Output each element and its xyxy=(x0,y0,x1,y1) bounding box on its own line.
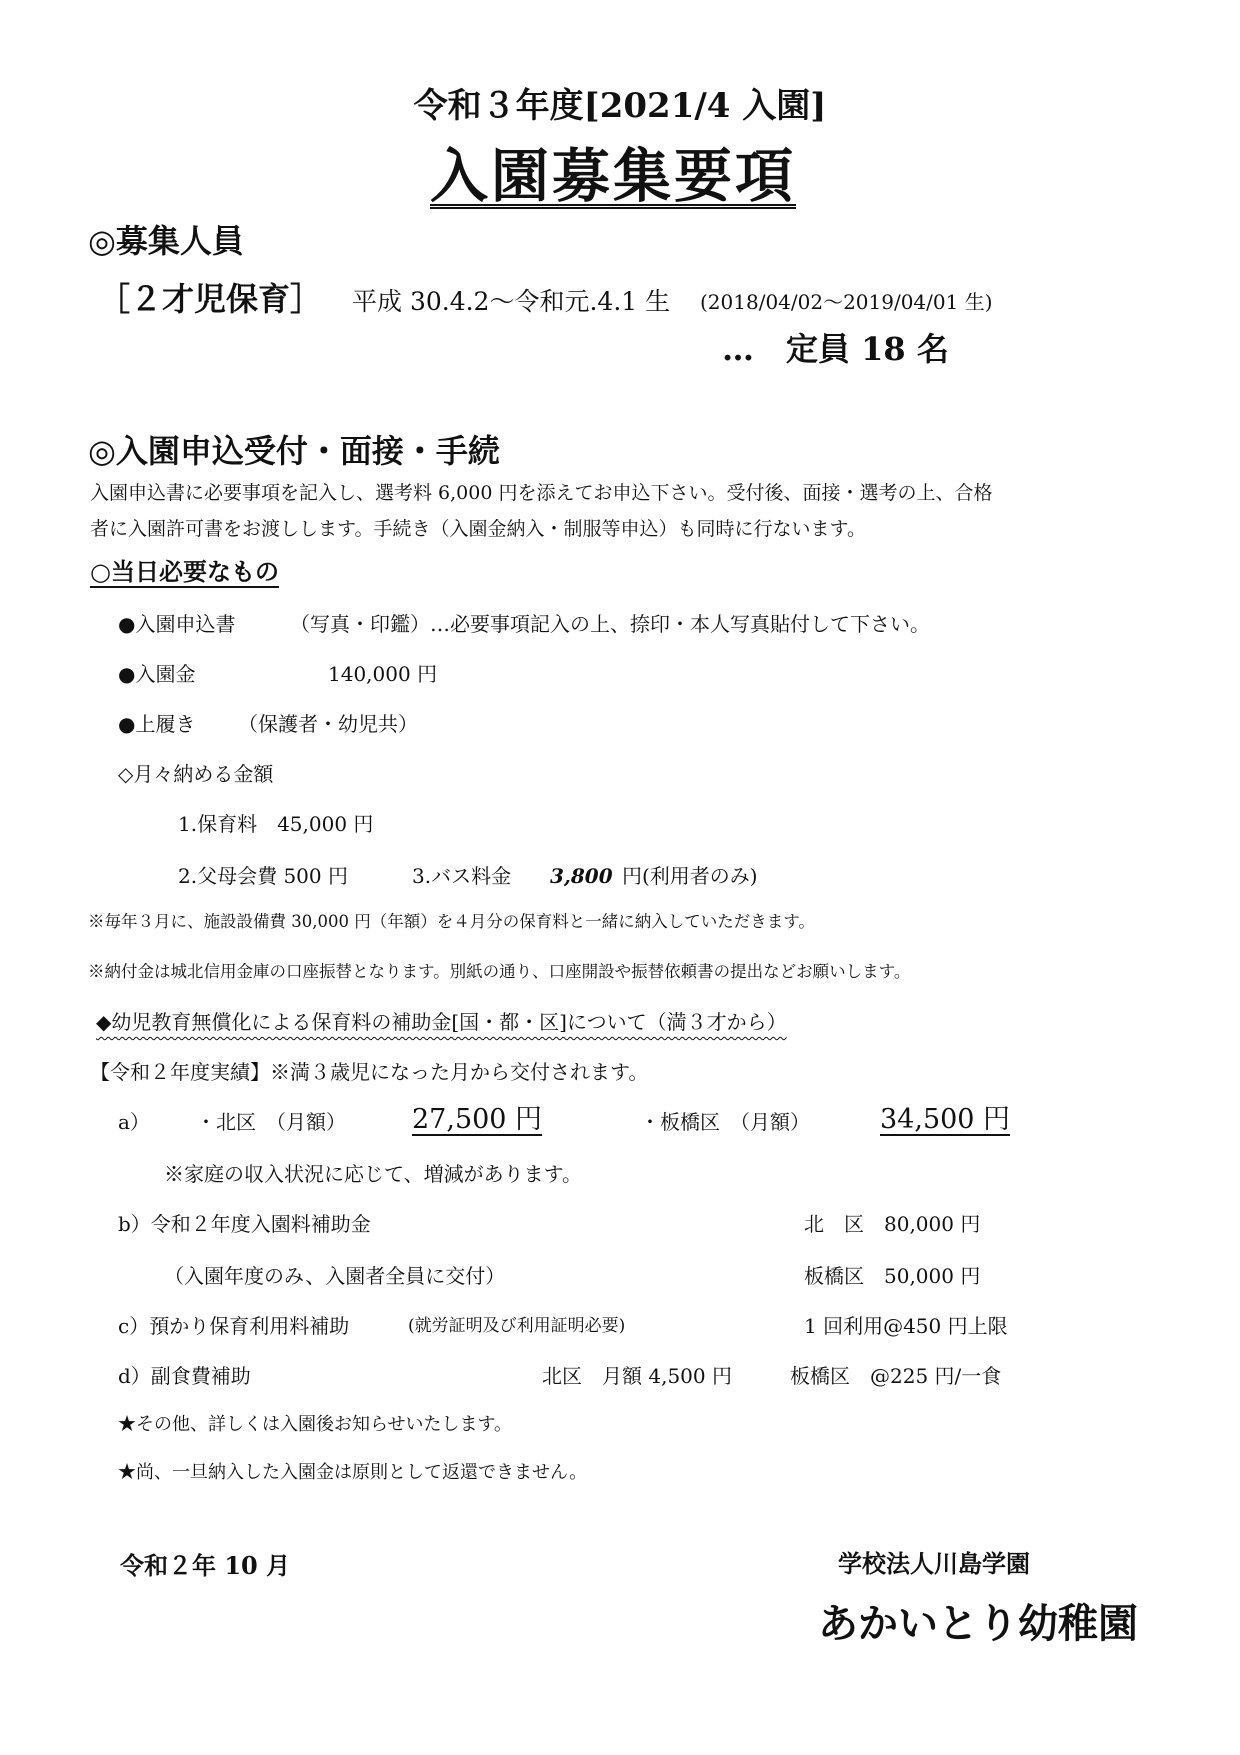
school-corporation: 学校法人川島学園 xyxy=(838,1549,1030,1578)
facility-fee-note: ※毎年３月に、施設設備費 30,000 円（年額）を４月分の保育料と一緒に納入していただきます。 xyxy=(88,912,815,931)
monthly-fee-bus-label: 3.バス料金 xyxy=(412,864,512,888)
document-subtitle: 令和３年度[2021/4 入園] xyxy=(413,86,827,126)
monthly-fee-bus-value: 3,800 xyxy=(550,864,613,888)
class-label: ［２才児保育］ xyxy=(98,280,323,318)
required-items-heading: ○当日必要なもの xyxy=(90,558,279,586)
application-text-line1: 入園申込書に必要事項を記入し、選考料 6,000 円を添えてお申込下さい。受付後、面接・選考の上、合格 xyxy=(90,482,993,504)
subsidy-d-itabashi: 板橋区 @225 円/一食 xyxy=(790,1364,1002,1388)
issue-date: 令和２年 10 月 xyxy=(120,1551,291,1580)
subsidy-b-itabashi: 板橋区 50,000 円 xyxy=(804,1264,981,1288)
required-item-entrance-fee-value: 140,000 円 xyxy=(328,662,438,686)
subsidy-heading: ◆幼児教育無償化による保育料の補助金[国・都・区]について（満３才から） xyxy=(96,1010,787,1034)
recruitment-heading: ◎募集人員 xyxy=(88,222,244,260)
monthly-fee-bus-suffix: 円(利用者のみ) xyxy=(622,864,758,888)
subsidy-c-value: 1 回利用@450 円上限 xyxy=(804,1314,1008,1338)
subsidy-a-kita-value: 27,500 円 xyxy=(412,1104,543,1135)
subsidy-b-kita: 北 区 80,000 円 xyxy=(804,1212,981,1236)
required-item-application-form: ●入園申込書 xyxy=(118,612,236,636)
note-no-refund: ★尚、一旦納入した入園金は原則として返還できません。 xyxy=(118,1462,588,1483)
subsidy-a-note: ※家庭の収入状況に応じて、増減があります。 xyxy=(164,1162,582,1186)
required-item-indoor-shoes: ●上履き xyxy=(118,712,196,736)
monthly-heading: ◇月々納める金額 xyxy=(118,762,274,786)
subsidy-a-label: a） xyxy=(118,1110,150,1134)
monthly-fee-childcare: 1.保育料 45,000 円 xyxy=(178,812,374,836)
subsidy-a-kita: ・北区 （月額） xyxy=(196,1110,346,1134)
subsidy-d-kita: 北区 月額 4,500 円 xyxy=(542,1364,732,1388)
application-text-line2: 者に入園許可書をお渡しします。手続き（入園金納入・制服等申込）も同時に行ないます。 xyxy=(90,518,866,540)
payment-method-note: ※納付金は城北信用金庫の口座振替となります。別紙の通り、口座開設や振替依頼書の提出などお願いします。 xyxy=(88,962,911,981)
subsidy-a-itabashi: ・板橋区 （月額） xyxy=(640,1110,810,1134)
note-details-later: ★その他、詳しくは入園後お知らせいたします。 xyxy=(118,1414,513,1435)
birth-range: 平成 30.4.2～令和元.4.1 生 xyxy=(352,287,671,316)
required-item-entrance-fee: ●入園金 xyxy=(118,662,196,686)
subsidy-d-label: d）副食費補助 xyxy=(118,1364,251,1388)
document-title: 入園募集要項 xyxy=(430,142,797,210)
birth-range-western: (2018/04/02～2019/04/01 生) xyxy=(700,290,993,314)
application-heading: ◎入園申込受付・面接・手続 xyxy=(88,432,500,470)
subsidy-b-label: b）令和２年度入園料補助金 xyxy=(118,1212,371,1236)
monthly-fee-parents-association: 2.父母会費 500 円 xyxy=(178,864,348,888)
subsidy-a-itabashi-value: 34,500 円 xyxy=(880,1104,1011,1135)
subsidy-b-note: （入園年度のみ、入園者全員に交付） xyxy=(164,1264,506,1288)
required-item-indoor-shoes-note: （保護者・幼児共） xyxy=(238,712,418,736)
capacity: … 定員 18 名 xyxy=(722,330,949,368)
subsidy-c-note: (就労証明及び利用証明必要) xyxy=(408,1316,626,1336)
school-name: あかいとり幼稚園 xyxy=(818,1600,1138,1647)
subsidy-c-label: c）預かり保育利用料補助 xyxy=(118,1314,350,1338)
required-item-application-form-note: （写真・印鑑）…必要事項記入の上、捺印・本人写真貼付して下さい。 xyxy=(290,612,930,636)
subsidy-results: 【令和２年度実績】※満３歳児になった月から交付されます。 xyxy=(90,1060,649,1084)
